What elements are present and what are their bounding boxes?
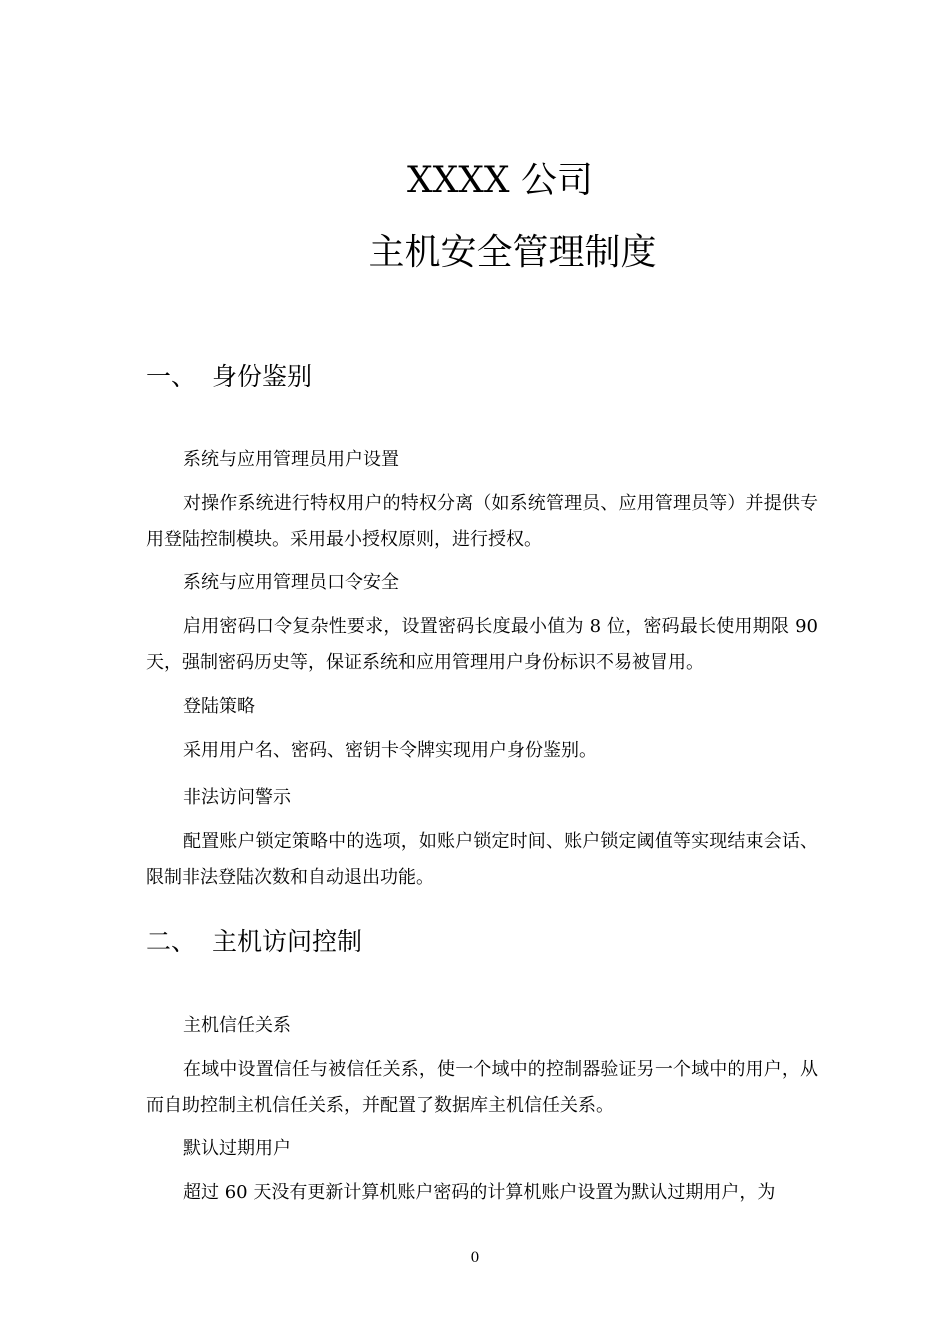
subheading: 默认过期用户	[183, 1138, 291, 1159]
section-number: 二、	[146, 927, 197, 956]
paragraph: 超过 60 天没有更新计算机账户密码的计算机账户设置为默认过期用户，为	[183, 1182, 776, 1203]
paragraph: 对操作系统进行特权用户的特权分离（如系统管理员、应用管理员等）并提供专用登陆控制模块。采用最小授权原则，进行授权。	[146, 493, 818, 550]
paragraph: 配置账户锁定策略中的选项，如账户锁定时间、账户锁定阈值等实现结束会话、限制非法登陆次数和自动退出功能。	[146, 831, 818, 888]
section-heading-1	[146, 360, 312, 394]
subheading: 系统与应用管理员口令安全	[183, 572, 399, 593]
section-title: 身份鉴别	[212, 362, 313, 391]
section-title: 主机访问控制	[212, 927, 363, 956]
company-title: XXXX 公司	[407, 160, 593, 201]
subheading: 系统与应用管理员用户设置	[183, 449, 399, 470]
subheading: 非法访问警示	[183, 787, 291, 808]
section-heading-2	[146, 925, 362, 959]
page-number: 0	[470, 1250, 480, 1266]
subheading: 主机信任关系	[183, 1015, 291, 1036]
subheading: 登陆策略	[183, 696, 255, 717]
section-number: 一、	[146, 362, 197, 391]
paragraph: 启用密码口令复杂性要求，设置密码长度最小值为 8 位，密码最长使用期限 90 天，强制密码历史等，保证系统和应用管理用户身份标识不易被冒用。	[146, 616, 818, 673]
document-title: 主机安全管理制度	[368, 232, 657, 273]
paragraph: 在域中设置信任与被信任关系，使一个域中的控制器验证另一个域中的用户，从而自助控制主机信任关系，并配置了数据库主机信任关系。	[146, 1059, 818, 1116]
paragraph: 采用用户名、密码、密钥卡令牌实现用户身份鉴别。	[183, 740, 597, 761]
